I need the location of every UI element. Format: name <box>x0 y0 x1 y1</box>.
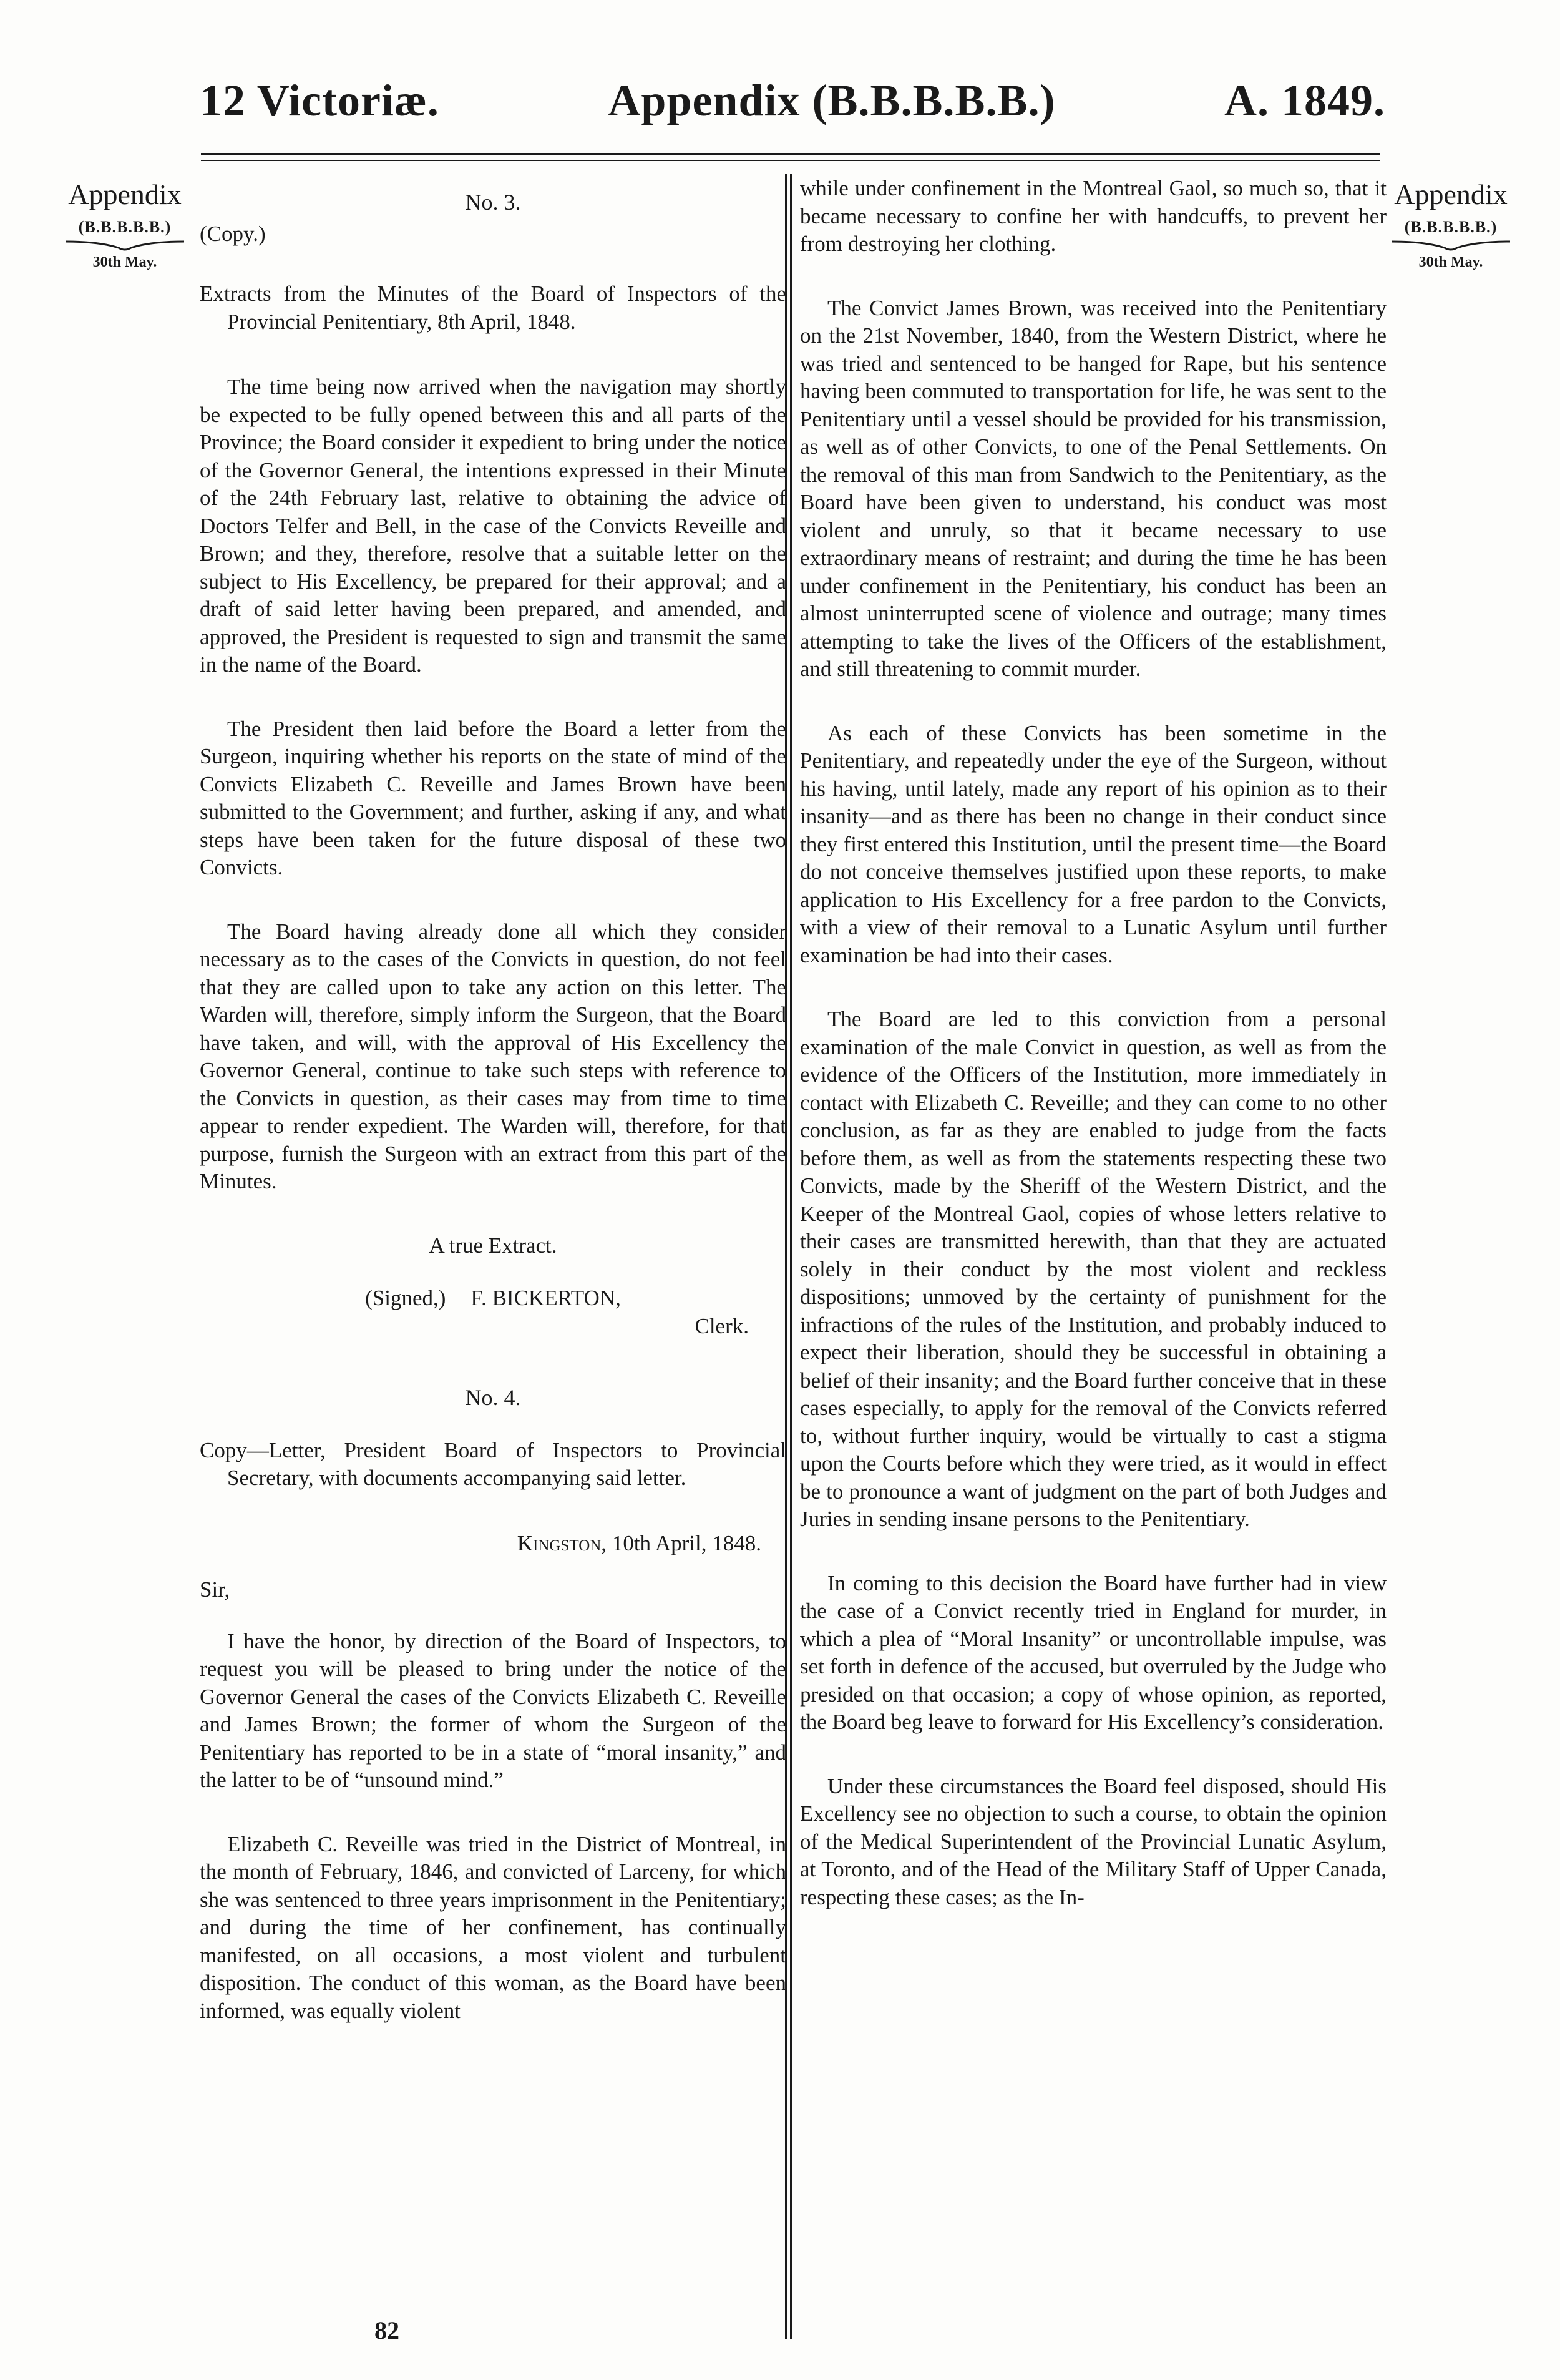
letter-date: 10th April, 1848. <box>612 1530 761 1555</box>
margin-note-title: Appendix <box>1394 179 1508 210</box>
letter-heading: Copy—Letter, President Board of Inspectors to Provincial Secretary, with documents accompanying said letter. <box>200 1437 786 1490</box>
minutes-paragraph-2: The President then laid before the Board a letter from the Surgeon, inquiring whether his reports on the state of mind of the Convicts Elizabeth C. Reveille and James Brown have been submitted to the Government; and further, asking if any, and what steps have been taken for the future disposal of these two Convicts. <box>200 716 786 879</box>
margin-note-title: Appendix <box>68 179 182 210</box>
document-number-3: No. 3. <box>465 190 521 215</box>
letter-salutation: Sir, <box>200 1577 230 1602</box>
signed-label: (Signed,) <box>365 1286 446 1310</box>
signer-name: F. BICKERTON, <box>470 1286 621 1310</box>
brace-icon <box>62 239 187 254</box>
brace-icon <box>1388 239 1513 254</box>
margin-note-ref: (B.B.B.B.B.) <box>78 218 172 236</box>
letter-paragraph-3: The Convict James Brown, was received into the Penitentiary on the 21st November, 1840, from the Western District, where he was tried and sentenced to be hanged for Rape, but his sentence having been commuted to transportation for life, he was sent to the Penitentiary until a vessel should be provided for his transmission, as well as of other Convicts, to one of the Penal Settlements. On the removal of this man from Sandwich to the Penitentiary, as the Board have been given to understand, his conduct was most violent and unruly, so that it became necessary to use extraordinary means of restraint; and during the time he has been under confinement in the Penitentiary, his conduct has been an almost uninterrupted scene of violence and outrage; many times attempting to take the lives of the Officers of the establishment, and still threatening to commit murder. <box>800 295 1387 681</box>
header-rule-thin <box>201 160 1380 161</box>
document-number-4: No. 4. <box>465 1385 521 1410</box>
letter-paragraph-1: I have the honor, by direction of the Board of Inspectors, to request you will be pleased to bring under the notice of the Governor General the cases of the Convicts Elizabeth C. Reveille and James Brown; the former of whom the Surgeon of the Penitentiary has reported to be in a state of “moral insanity,” and the latter to be of “unsound mind.” <box>200 1628 786 1792</box>
letter-paragraph-2: Elizabeth C. Reveille was tried in the District of Montreal, in the month of February, 1846, and convicted of Larceny, for which she was sentenced to three years imprisonment in the Penitentiary; and during the time of her confinement, has continually manifested, on all occasions, a most violent and turbulent disposition. The conduct of this woman, as the Board have been informed, was equally violent <box>200 1831 786 2023</box>
signature-line <box>200 1285 786 1313</box>
running-head <box>200 75 1385 131</box>
header-rule <box>201 153 1380 155</box>
header-appendix-title: Appendix (B.B.B.B.B.) <box>608 76 1056 125</box>
header-regnal-year: 12 Victoriæ. <box>200 76 439 125</box>
header-year: A. 1849. <box>1224 76 1385 125</box>
column-divider-second <box>790 174 792 2339</box>
right-column <box>800 175 1387 1911</box>
margin-note-ref: (B.B.B.B.B.) <box>1404 218 1498 236</box>
left-column <box>200 175 786 2025</box>
true-extract-line: A true Extract. <box>429 1233 557 1258</box>
minutes-paragraph-3: The Board having already done all which they consider necessary as to the cases of the Convicts in question, do not feel that they are called upon to take any action on this letter. The Warden will, therefore, simply inform the Surgeon, that the Board have taken, and will, with the approval of His Excellency the Governor General, continue to take such steps with reference to the Convicts in question, as their cases may from time to time appear to render expedient. The Warden will, therefore, for that purpose, furnish the Surgeon with an extract from this part of the Minutes. <box>200 919 786 1193</box>
copy-label: (Copy.) <box>200 221 266 246</box>
letter-paragraph-2-continued: while under confinement in the Montreal Gaol, so much so, that it became necessary to confine her with handcuffs, to prevent her from destroying her clothing. <box>800 176 1387 256</box>
letter-paragraph-5: The Board are led to this conviction from a personal examination of the male Convict in question, as well as from the evidence of the Officers of the Institution, more immediately in contact with Elizabeth C. Reveille; and they can come to no other conclusion, as far as they are enabled to judge from the facts before them, as well as from the statements respecting these two Convicts, made by the Sheriff of the Western District, and the Keeper of the Montreal Gaol, copies of whose letters relative to their cases are transmitted herewith, than that they are actuated solely in their conduct by the most violent and reckless dispositions; unmoved by the certainty of punishment for the infractions of the rules of the Institution, and probably induced to expect their liberation, should they be successful in obtaining a belief of their insanity; and the Board further conceive that in these cases especially, to apply for the removal of the Convicts referred to, without further inquiry, would be virtually to cast a stigma upon the Courts before which they were tried, as it would in effect be to pronounce a want of judgment on the part of both Judges and Juries in sending insane persons to the Penitentiary. <box>800 1007 1387 1531</box>
extract-heading: Extracts from the Minutes of the Board of Inspectors of the Provincial Penitentiary, 8th April, 1848. <box>200 282 786 334</box>
margin-note-date: 30th May. <box>1418 254 1483 270</box>
letter-paragraph-7: Under these circumstances the Board feel disposed, should His Excellency see no objection to such a course, to obtain the opinion of the Medical Superintendent of the Provincial Lunatic Asylum, at Toronto, and of the Head of the Military Staff of Upper Canada, respecting these cases; as the In- <box>800 1773 1387 1909</box>
minutes-paragraph-1: The time being now arrived when the navigation may shortly be expected to be fully opened between this and all parts of the Province; the Board consider it expedient to bring under the notice of the Governor General, the intentions expressed in their Minute of the 24th February last, relative to obtaining the advice of Doctors Telfer and Bell, in the case of the Convicts Reveille and Brown; and they, therefore, resolve that a suitable letter on the subject to His Excellency, be prepared for their approval; and a draft of said letter having been prepared, and amended, and approved, the President is requested to sign and transmit the same in the name of the Board. <box>200 375 786 677</box>
margin-note-date: 30th May. <box>92 254 157 270</box>
margin-note-right <box>1376 178 1526 271</box>
letter-place-date <box>200 1530 786 1558</box>
letter-paragraph-6: In coming to this decision the Board have further had in view the case of a Convict recently tried in England for murder, in which a plea of “Moral Insanity” or uncontrollable impulse, was set forth in defence of the accused, but overruled by the Judge who presided on that occasion; a copy of whose opinion, as reported, the Board beg leave to forward for His Excellency’s consideration. <box>800 1570 1387 1734</box>
letter-paragraph-4: As each of these Convicts has been sometime in the Penitentiary, and repeatedly under the eye of the Surgeon, without his having, until lately, made any report of his opinion as to their insanity—and as there has been no change in their conduct since they first entered this Institution, until the present time—the Board do not conceive themselves justified upon these reports, to make application to His Excellency for a free pardon to the Convicts, with a view of their removal to a Lunatic Asylum until further examination be had into their cases. <box>800 720 1387 967</box>
letter-place: Kingston, <box>517 1530 607 1555</box>
page-folio: 82 <box>374 2316 399 2344</box>
signer-title: Clerk. <box>695 1313 749 1338</box>
margin-note-left <box>50 178 200 271</box>
